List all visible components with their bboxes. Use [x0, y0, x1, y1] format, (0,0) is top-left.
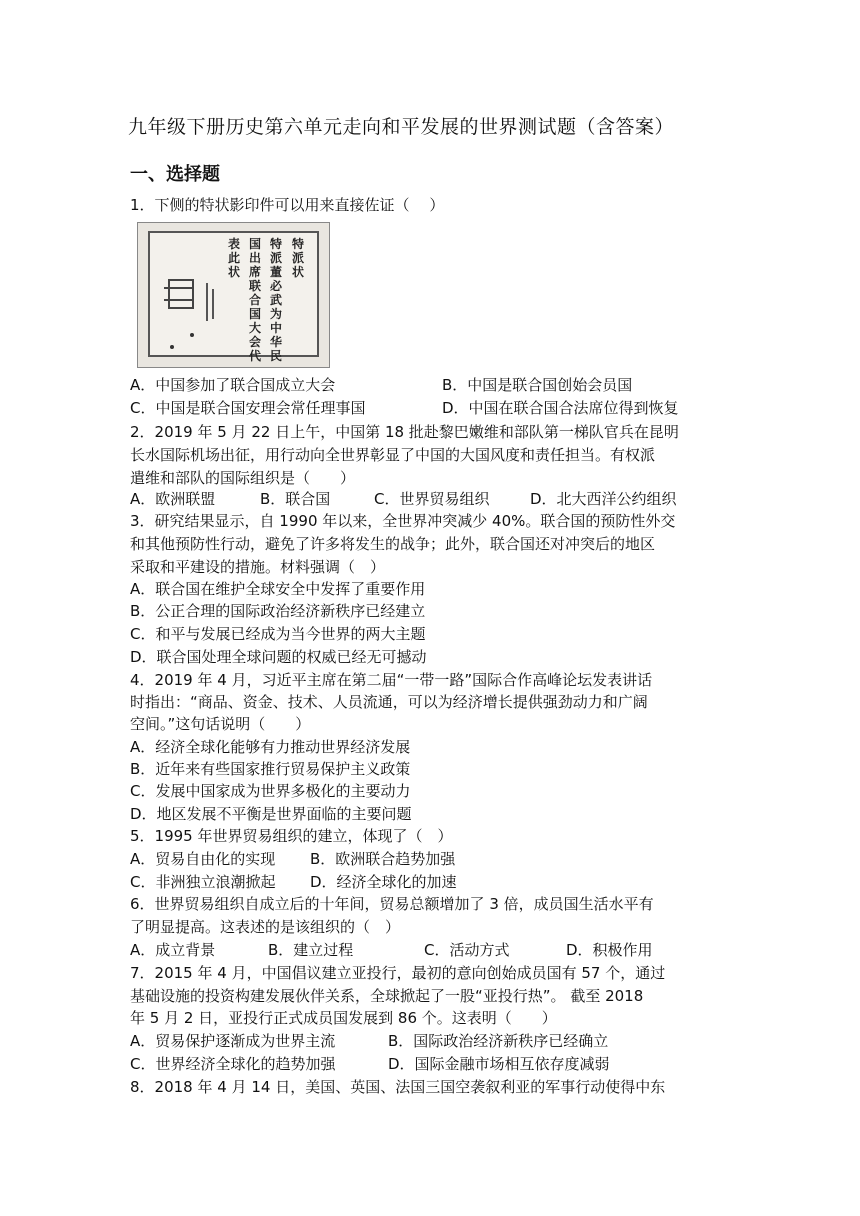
certificate-line-2: 国出席联合国大会代: [248, 237, 261, 363]
option-b[interactable]: B．公正合理的国际政治经济新秩序已经建立: [130, 602, 426, 620]
ink-mark: [190, 333, 194, 337]
certificate-line-1: 特派董必武为中华民: [269, 237, 282, 363]
question-7-line: 7．2015 年 4 月，中国倡议建立亚投行，最初的意向创始成员国有 57 个，通过: [130, 964, 666, 982]
option-c[interactable]: C．世界贸易组织: [374, 490, 490, 508]
option-b[interactable]: B．近年来有些国家推行贸易保护主义政策: [130, 760, 411, 778]
question-2-line: 2．2019 年 5 月 22 日上午，中国第 18 批赴黎巴嫩维和部队第一梯队官兵在昆明: [130, 423, 679, 441]
option-a[interactable]: A．经济全球化能够有力推动世界经济发展: [130, 738, 411, 756]
certificate-photo: [137, 222, 330, 368]
question-3-line: 3．研究结果显示，自 1990 年以来，全世界冲突减少 40%。联合国的预防性外交: [130, 512, 676, 530]
page-title: 九年级下册历史第六单元走向和平发展的世界测试题（含答案）: [128, 116, 675, 138]
option-b[interactable]: B．建立过程: [268, 941, 354, 959]
question-3-line: 采取和平建设的措施。材料强调（ ）: [130, 558, 386, 576]
option-d[interactable]: D．北大西洋公约组织: [530, 490, 677, 508]
option-d[interactable]: D．积极作用: [566, 941, 653, 959]
handwriting-stroke: [212, 289, 214, 319]
option-b[interactable]: B．中国是联合国创始会员国: [442, 376, 633, 394]
option-c[interactable]: C．发展中国家成为世界多极化的主要动力: [130, 782, 411, 800]
question-5-line: 5．1995 年世界贸易组织的建立，体现了（ ）: [130, 827, 453, 845]
option-c[interactable]: C．非洲独立浪潮掀起: [130, 873, 276, 891]
question-2-line: 长水国际机场出征，用行动向全世界彰显了中国的大国风度和责任担当。有权派: [130, 446, 656, 464]
seal-stamp-lines: [164, 287, 194, 301]
question-1-stem: 1．下侧的特状影印件可以用来直接佐证（ ）: [130, 196, 445, 214]
option-b[interactable]: B．国际政治经济新秩序已经确立: [388, 1032, 609, 1050]
option-d[interactable]: D．中国在联合国合法席位得到恢复: [442, 399, 679, 417]
option-a[interactable]: A．成立背景: [130, 941, 216, 959]
certificate-line-3: 表此状: [227, 237, 240, 279]
question-6-line: 6．世界贸易组织自成立后的十年间，贸易总额增加了 3 倍，成员国生活水平有: [130, 895, 654, 913]
option-d[interactable]: D．经济全球化的加速: [310, 873, 457, 891]
ink-mark: [170, 345, 174, 349]
option-c[interactable]: C．活动方式: [424, 941, 510, 959]
question-2-line: 遣维和部队的国际组织是（ ）: [130, 469, 356, 487]
section-heading: 一、选择题: [130, 164, 220, 185]
option-c[interactable]: C．世界经济全球化的趋势加强: [130, 1055, 336, 1073]
option-d[interactable]: D．地区发展不平衡是世界面临的主要问题: [130, 805, 412, 823]
question-8-line: 8．2018 年 4 月 14 日，美国、英国、法国三国空袭叙利亚的军事行动使得中东: [130, 1078, 666, 1096]
handwriting-stroke: [206, 283, 208, 321]
option-b[interactable]: B．联合国: [260, 490, 331, 508]
option-b[interactable]: B．欧洲联合趋势加强: [310, 850, 456, 868]
option-a[interactable]: A．贸易自由化的实现: [130, 850, 276, 868]
option-a[interactable]: A．联合国在维护全球安全中发挥了重要作用: [130, 580, 426, 598]
question-6-line: 了明显提高。这表述的是该组织的（ ）: [130, 918, 401, 936]
question-4-line: 4．2019 年 4 月，习近平主席在第二届“一带一路”国际合作高峰论坛发表讲话: [130, 671, 653, 689]
option-a[interactable]: A．欧洲联盟: [130, 490, 216, 508]
option-c[interactable]: C．中国是联合国安理会常任理事国: [130, 399, 366, 417]
option-d[interactable]: D．联合国处理全球问题的权威已经无可撼动: [130, 648, 427, 666]
certificate-heading: 特派状: [291, 237, 304, 279]
question-7-line: 年 5 月 2 日，亚投行正式成员国发展到 86 个。这表明（ ）: [130, 1009, 557, 1027]
option-a[interactable]: A．贸易保护逐渐成为世界主流: [130, 1032, 336, 1050]
certificate-frame: [148, 231, 319, 363]
question-4-line: 空间。”这句话说明（ ）: [130, 715, 311, 733]
question-7-line: 基础设施的投资构建发展伙伴关系，全球掀起了一股“亚投行热”。 截至 2018: [130, 987, 644, 1005]
option-d[interactable]: D．国际金融市场相互依存度减弱: [388, 1055, 610, 1073]
question-3-line: 和其他预防性行动，避免了许多将发生的战争；此外，联合国还对冲突后的地区: [130, 535, 656, 553]
option-c[interactable]: C．和平与发展已经成为当今世界的两大主题: [130, 625, 426, 643]
option-a[interactable]: A．中国参加了联合国成立大会: [130, 376, 336, 394]
question-4-line: 时指出：“商品、资金、技术、人员流通，可以为经济增长提供强劲动力和广阔: [130, 693, 648, 711]
